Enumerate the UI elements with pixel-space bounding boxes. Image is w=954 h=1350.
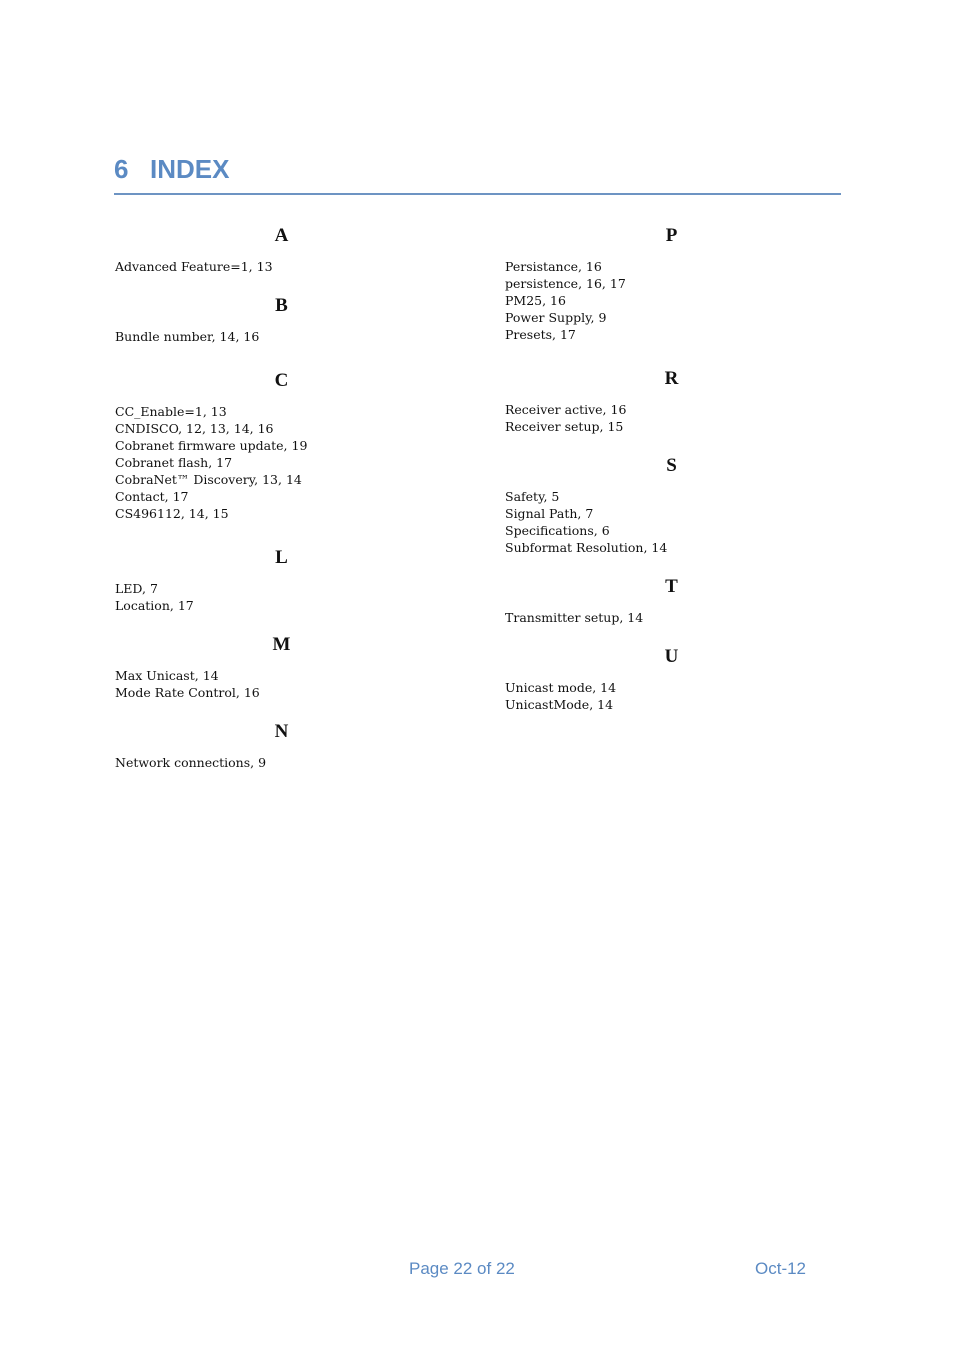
index-letter: N <box>274 721 289 742</box>
index-group-n <box>115 720 445 771</box>
index-entry: Subformat Resolution, 14 <box>505 540 668 555</box>
section-title: INDEX <box>150 154 230 185</box>
index-entry: Advanced Feature=1, 13 <box>115 259 273 274</box>
index-entry: CC_Enable=1, 13 <box>115 404 227 419</box>
index-entry: Receiver active, 16 <box>505 402 627 417</box>
index-group-c <box>115 369 445 522</box>
index-letter: M <box>272 634 291 655</box>
index-entry-list <box>115 580 445 614</box>
index-group-m <box>115 633 445 701</box>
index-group-a <box>115 224 445 275</box>
index-letter: R <box>664 368 679 389</box>
index-group-r <box>505 367 835 435</box>
index-group-u <box>505 645 835 713</box>
index-group-l <box>115 546 445 614</box>
index-group-p <box>505 224 835 343</box>
index-entry-list <box>505 609 835 626</box>
index-group-b <box>115 294 445 345</box>
index-entry: UnicastMode, 14 <box>505 697 614 712</box>
section-heading <box>114 153 841 195</box>
index-column-right <box>505 224 835 732</box>
index-entry: PM25, 16 <box>505 293 566 308</box>
index-entry: Mode Rate Control, 16 <box>115 685 260 700</box>
index-entry-list <box>505 401 835 435</box>
index-entry: Cobranet flash, 17 <box>115 455 233 470</box>
index-entry: Unicast mode, 14 <box>505 680 617 695</box>
index-letter: P <box>665 225 678 246</box>
index-column-left <box>115 224 445 790</box>
index-entry-list <box>115 754 445 771</box>
index-entry: Location, 17 <box>115 598 194 613</box>
index-group-s <box>505 454 835 556</box>
index-letter: A <box>274 225 289 246</box>
index-letter: S <box>666 455 677 476</box>
index-letter: T <box>665 576 678 597</box>
index-letter: U <box>664 646 679 667</box>
index-entry: CNDISCO, 12, 13, 14, 16 <box>115 421 274 436</box>
index-entry-list <box>505 258 835 343</box>
index-entry: Transmitter setup, 14 <box>505 610 644 625</box>
index-letter: B <box>275 295 288 316</box>
index-entry: Cobranet firmware update, 19 <box>115 438 308 453</box>
index-entry: Presets, 17 <box>505 327 576 342</box>
index-entry: Safety, 5 <box>505 489 560 504</box>
index-entry: Power Supply, 9 <box>505 310 607 325</box>
footer-date: Oct-12 <box>755 1259 807 1278</box>
index-entry: Max Unicast, 14 <box>115 668 219 683</box>
index-letter: C <box>274 370 289 391</box>
index-entry: Contact, 17 <box>115 489 189 504</box>
index-entry-list <box>115 403 445 522</box>
index-entry: Bundle number, 14, 16 <box>115 329 260 344</box>
index-entry-list <box>115 258 445 275</box>
index-entry: persistence, 16, 17 <box>505 276 626 291</box>
index-entry-list <box>115 667 445 701</box>
index-entry-list <box>115 328 445 345</box>
index-entry: Specifications, 6 <box>505 523 610 538</box>
index-entry: Signal Path, 7 <box>505 506 594 521</box>
index-entry-list <box>505 488 835 556</box>
section-number: 6 <box>114 154 129 185</box>
index-letter: L <box>275 547 288 568</box>
page-number: Page 22 of 22 <box>409 1259 515 1278</box>
index-entry: CobraNet™ Discovery, 13, 14 <box>115 472 302 487</box>
index-entry: Receiver setup, 15 <box>505 419 624 434</box>
index-group-t <box>505 575 835 626</box>
index-entry: Persistance, 16 <box>505 259 602 274</box>
index-entry-list <box>505 679 835 713</box>
index-entry: CS496112, 14, 15 <box>115 506 229 521</box>
index-entry: Network connections, 9 <box>115 755 267 770</box>
index-entry: LED, 7 <box>115 581 158 596</box>
